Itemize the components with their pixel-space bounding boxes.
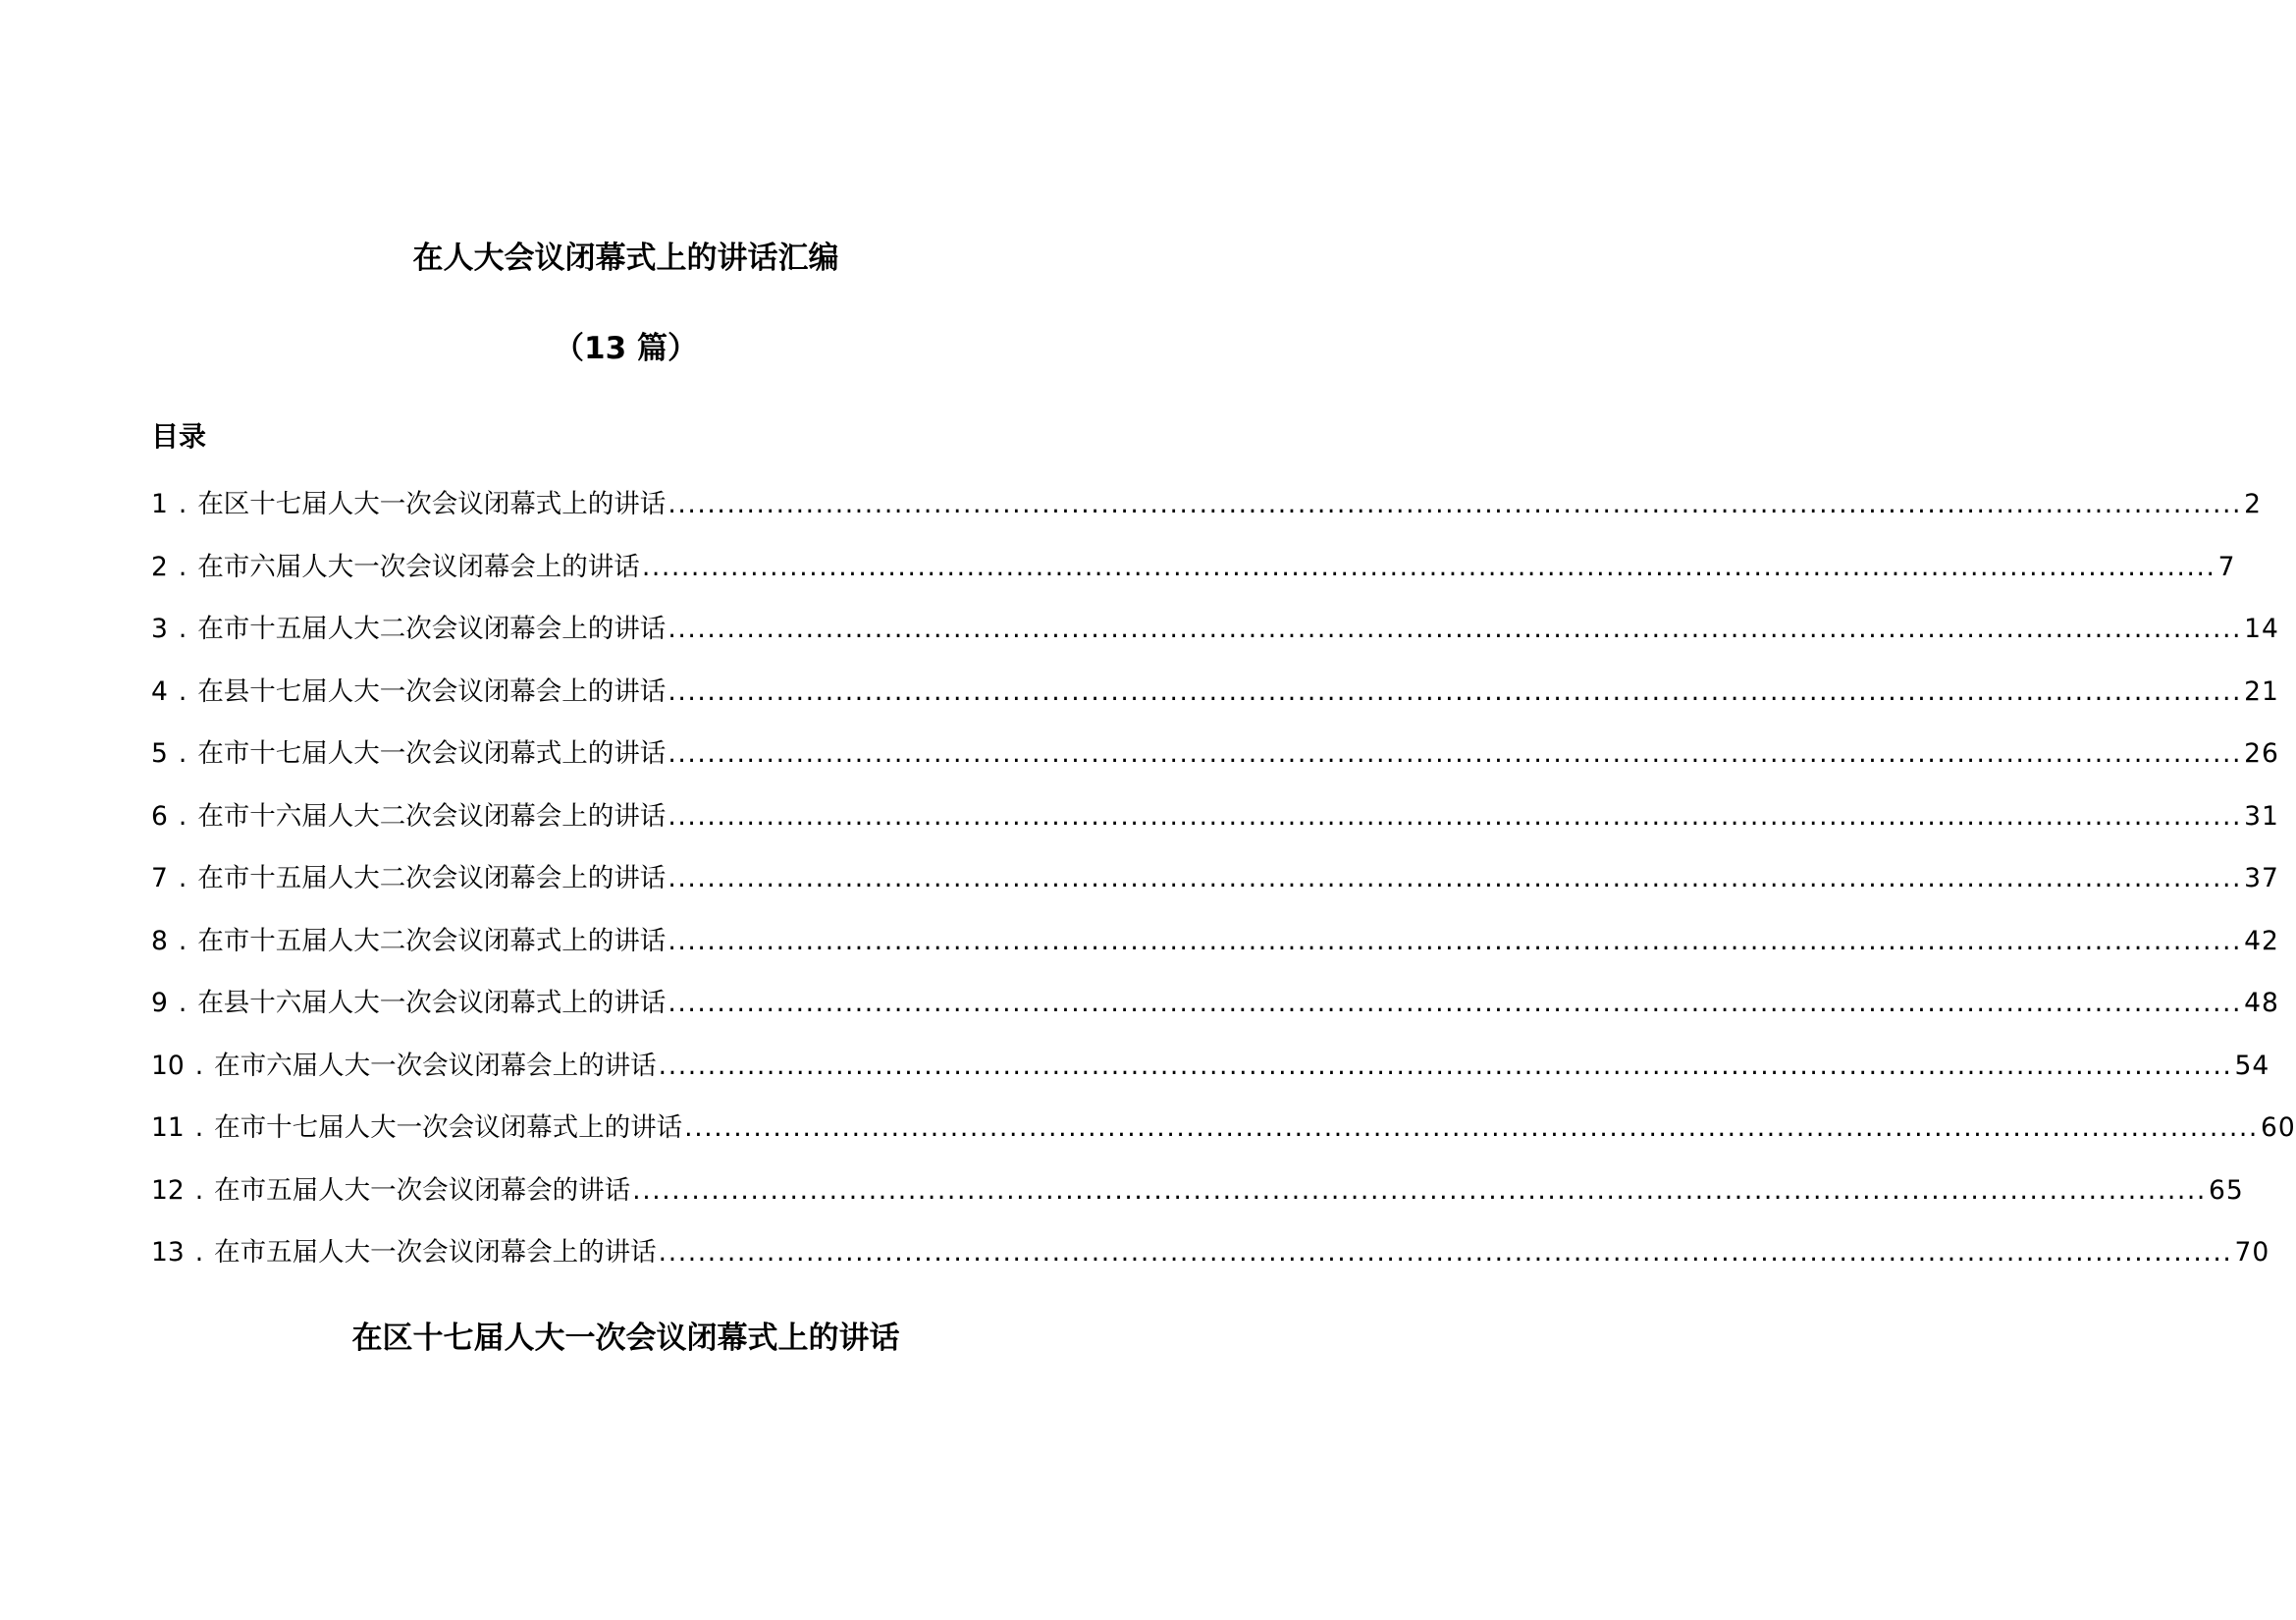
toc-entry-separator: . [178, 675, 187, 707]
toc-entry[interactable] [151, 986, 2279, 1049]
toc-entry-page: 14 [2244, 614, 2279, 644]
toc-dot-leader: ................................................................................................................................................................ [667, 800, 2243, 832]
toc-entry-separator: . [178, 925, 187, 956]
toc-entry-page: 54 [2234, 1050, 2270, 1081]
toc-entry-page: 21 [2244, 675, 2279, 707]
toc-entry-separator: . [178, 738, 187, 769]
toc-heading: 目录 [151, 420, 207, 453]
toc-entry-title: 在市十七届人大一次会议闭幕式上的讲话 [197, 738, 667, 769]
toc-entry[interactable] [151, 924, 2279, 987]
toc-dot-leader: ................................................................................................................................................................ [667, 489, 2243, 519]
toc-entry[interactable] [151, 675, 2279, 737]
toc-entry-separator: . [178, 551, 187, 582]
table-of-contents [151, 487, 2296, 1298]
toc-entry-number: 3 [151, 614, 168, 644]
toc-entry-page: 37 [2244, 863, 2279, 893]
toc-entry-title: 在市六届人大一次会议闭幕会上的讲话 [214, 1050, 657, 1081]
toc-entry-separator: . [178, 988, 187, 1018]
toc-entry-title: 在区十七届人大一次会议闭幕式上的讲话 [197, 489, 667, 519]
toc-entry-title: 在市五届人大一次会议闭幕会的讲话 [214, 1174, 631, 1206]
toc-entry[interactable] [151, 1049, 2270, 1111]
toc-entry-title: 在市六届人大一次会议闭幕会上的讲话 [197, 551, 640, 582]
toc-dot-leader: ................................................................................................................................................................ [667, 738, 2243, 769]
toc-entry-page: 70 [2234, 1237, 2270, 1268]
toc-entry-number: 10 [151, 1050, 185, 1081]
section-title: 在区十七届人大一次会议闭幕式上的讲话 [351, 1321, 900, 1356]
toc-entry[interactable] [151, 550, 2236, 613]
document-title: 在人大会议闭幕式上的讲话汇编 [412, 241, 839, 276]
toc-entry-page: 60 [2260, 1112, 2296, 1143]
toc-entry-title: 在市十五届人大二次会议闭幕会上的讲话 [197, 863, 667, 893]
toc-entry[interactable] [151, 1173, 2244, 1236]
toc-entry-separator: . [178, 863, 187, 893]
toc-entry-page: 65 [2208, 1174, 2244, 1206]
toc-entry-title: 在市五届人大一次会议闭幕会上的讲话 [214, 1237, 657, 1268]
toc-entry-number: 5 [151, 738, 168, 769]
toc-dot-leader: ................................................................................................................................................................ [658, 1050, 2233, 1081]
document-count: （13 篇） [554, 331, 698, 366]
toc-entry-number: 11 [151, 1112, 185, 1143]
toc-entry-page: 42 [2244, 925, 2279, 956]
toc-entry-page: 31 [2244, 800, 2279, 832]
toc-dot-leader: ................................................................................................................................................................ [641, 551, 2216, 582]
toc-dot-leader: ................................................................................................................................................................ [632, 1174, 2207, 1206]
toc-dot-leader: ................................................................................................................................................................ [667, 988, 2243, 1018]
toc-entry[interactable] [151, 487, 2262, 550]
toc-entry[interactable] [151, 799, 2279, 862]
toc-entry-page: 2 [2244, 489, 2262, 519]
toc-entry-title: 在市十五届人大二次会议闭幕会上的讲话 [197, 614, 667, 644]
toc-entry-separator: . [194, 1237, 204, 1268]
toc-entry-number: 8 [151, 925, 168, 956]
toc-entry-separator: . [178, 489, 187, 519]
toc-entry-page: 7 [2217, 551, 2236, 582]
toc-entry-number: 1 [151, 489, 168, 519]
toc-entry-number: 7 [151, 863, 168, 893]
toc-entry-title: 在市十五届人大二次会议闭幕式上的讲话 [197, 925, 667, 956]
toc-entry-number: 9 [151, 988, 168, 1018]
toc-dot-leader: ................................................................................................................................................................ [667, 614, 2243, 644]
toc-entry-page: 48 [2244, 988, 2279, 1018]
toc-dot-leader: ................................................................................................................................................................ [684, 1112, 2259, 1143]
toc-entry-title: 在市十七届人大一次会议闭幕式上的讲话 [214, 1112, 683, 1143]
toc-entry-title: 在县十七届人大一次会议闭幕会上的讲话 [197, 675, 667, 707]
toc-entry-number: 12 [151, 1174, 185, 1206]
toc-entry-title: 在市十六届人大二次会议闭幕会上的讲话 [197, 800, 667, 832]
toc-entry[interactable] [151, 736, 2279, 799]
toc-entry-number: 4 [151, 675, 168, 707]
toc-entry-separator: . [194, 1174, 204, 1206]
toc-entry[interactable] [151, 861, 2279, 924]
toc-entry-title: 在县十六届人大一次会议闭幕式上的讲话 [197, 988, 667, 1018]
toc-entry[interactable] [151, 1110, 2296, 1173]
toc-entry-separator: . [194, 1050, 204, 1081]
toc-entry-page: 26 [2244, 738, 2279, 769]
toc-dot-leader: ................................................................................................................................................................ [667, 863, 2243, 893]
toc-dot-leader: ................................................................................................................................................................ [667, 925, 2243, 956]
toc-entry-separator: . [178, 800, 187, 832]
toc-entry-number: 13 [151, 1237, 185, 1268]
toc-entry-separator: . [194, 1112, 204, 1143]
toc-dot-leader: ................................................................................................................................................................ [667, 675, 2243, 707]
toc-entry-separator: . [178, 614, 187, 644]
toc-dot-leader: ................................................................................................................................................................ [658, 1237, 2233, 1268]
toc-entry-number: 6 [151, 800, 168, 832]
toc-entry[interactable] [151, 612, 2279, 675]
toc-entry[interactable] [151, 1235, 2270, 1298]
toc-entry-number: 2 [151, 551, 168, 582]
